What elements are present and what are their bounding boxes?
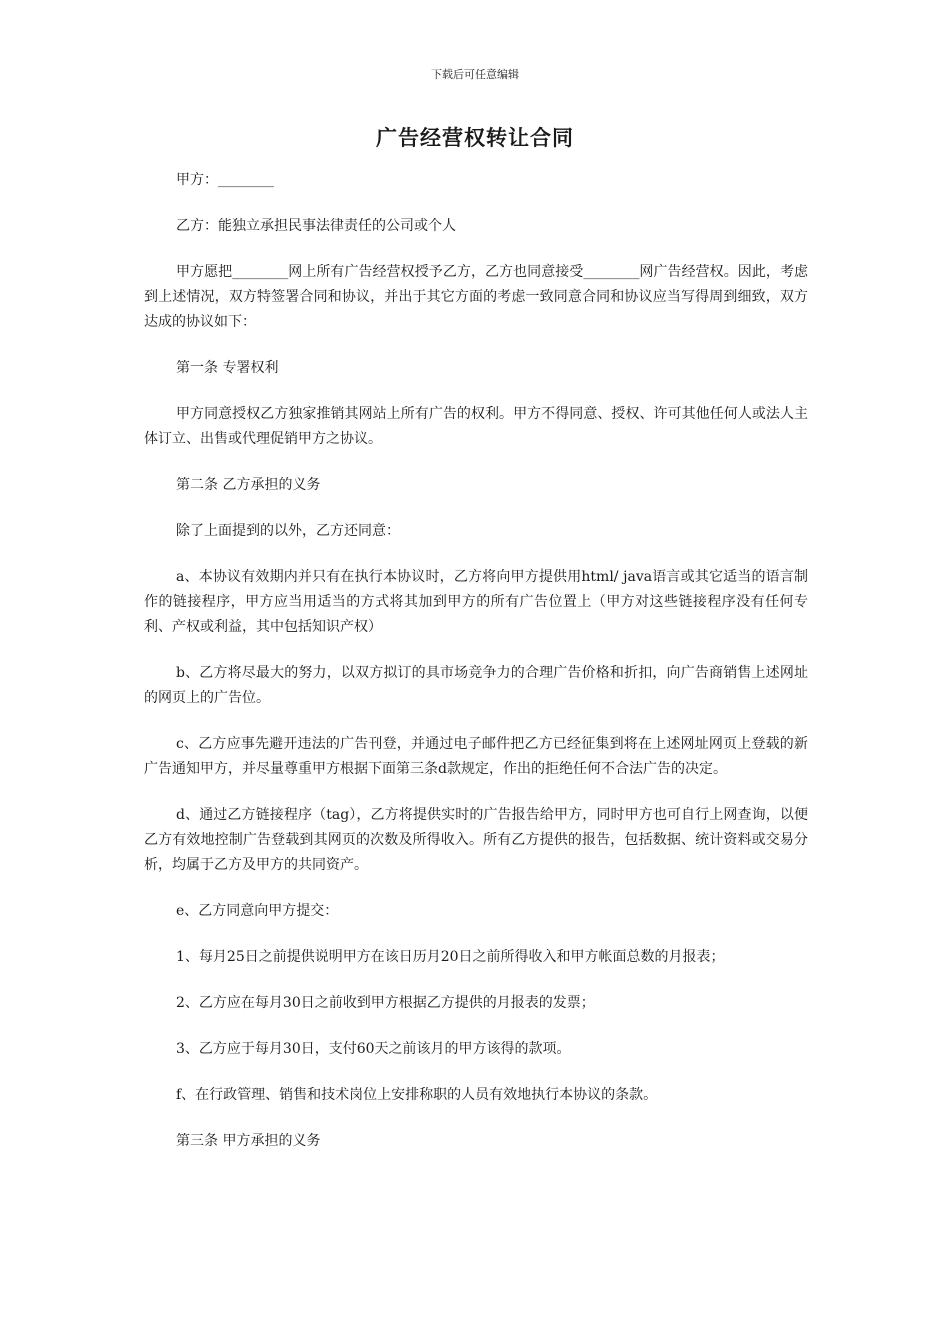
header-note: 下载后可任意编辑 — [431, 68, 519, 81]
clause-e-item-2: 2、乙方应在每月30日之前收到甲方根据乙方提供的月报表的发票； — [176, 995, 595, 1011]
clause-d: d、通过乙方链接程序（tag），乙方将提供实时的广告报告给甲方，同时甲方也可自行上网查询，以便乙方有效地控制广告登载到其网页的次数及所得收入。所有乙方提供的报告，包括数据、统计资料或交易分析，均属于乙方及甲方的共同资产。 — [144, 807, 808, 873]
clause-e-item-3: 3、乙方应于每月30日，支付60天之前该月的甲方该得的款项。 — [176, 1041, 571, 1057]
document-title: 广告经营权转让合同 — [376, 125, 574, 150]
article-2-intro: 除了上面提到的以外，乙方还同意： — [176, 523, 400, 539]
article-2-heading: 第二条 乙方承担的义务 — [176, 477, 321, 493]
clause-a: a、本协议有效期内并只有在执行本协议时，乙方将向甲方提供用html/ java语言或其它适当的语言制作的链接程序，甲方应当用适当的方式将其加到甲方的所有广告位置上（甲方对这些链接程序没有任何专利、产权或利益，其中包括知识产权） — [144, 569, 808, 635]
preamble-paragraph: 甲方愿把________网上所有广告经营权授予乙方，乙方也同意接受________网广告经营权。因此，考虑到上述情况，双方特签署合同和协议，并出于其它方面的考虑一致同意合同和协议应当写得周到细致，双方达成的协议如下： — [144, 264, 808, 330]
clause-c: c、乙方应事先避开违法的广告刊登，并通过电子邮件把乙方已经征集到将在上述网址网页上登载的新广告通知甲方，并尽量尊重甲方根据下面第三条d款规定，作出的拒绝任何不合法广告的决定。 — [144, 736, 808, 777]
article-1-heading: 第一条 专署权利 — [176, 360, 279, 376]
clause-e-item-1: 1、每月25日之前提供说明甲方在该日历月20日之前所得收入和甲方帐面总数的月报表； — [176, 949, 725, 965]
article-1-paragraph: 甲方同意授权乙方独家推销其网站上所有广告的权利。甲方不得同意、授权、许可其他任何人或法人主体订立、出售或代理促销甲方之协议。 — [144, 406, 808, 447]
party-b-line: 乙方：能独立承担民事法律责任的公司或个人 — [176, 218, 456, 234]
clause-f: f、在行政管理、销售和技术岗位上安排称职的人员有效地执行本协议的条款。 — [176, 1087, 658, 1103]
article-3-heading: 第三条 甲方承担的义务 — [176, 1133, 321, 1149]
party-a-line: 甲方：________ — [176, 172, 274, 188]
clause-b: b、乙方将尽最大的努力，以双方拟订的具市场竞争力的合理广告价格和折扣，向广告商销售上述网址的网页上的广告位。 — [144, 665, 808, 706]
document-body — [144, 168, 808, 1175]
clause-e: e、乙方同意向甲方提交： — [176, 903, 339, 919]
